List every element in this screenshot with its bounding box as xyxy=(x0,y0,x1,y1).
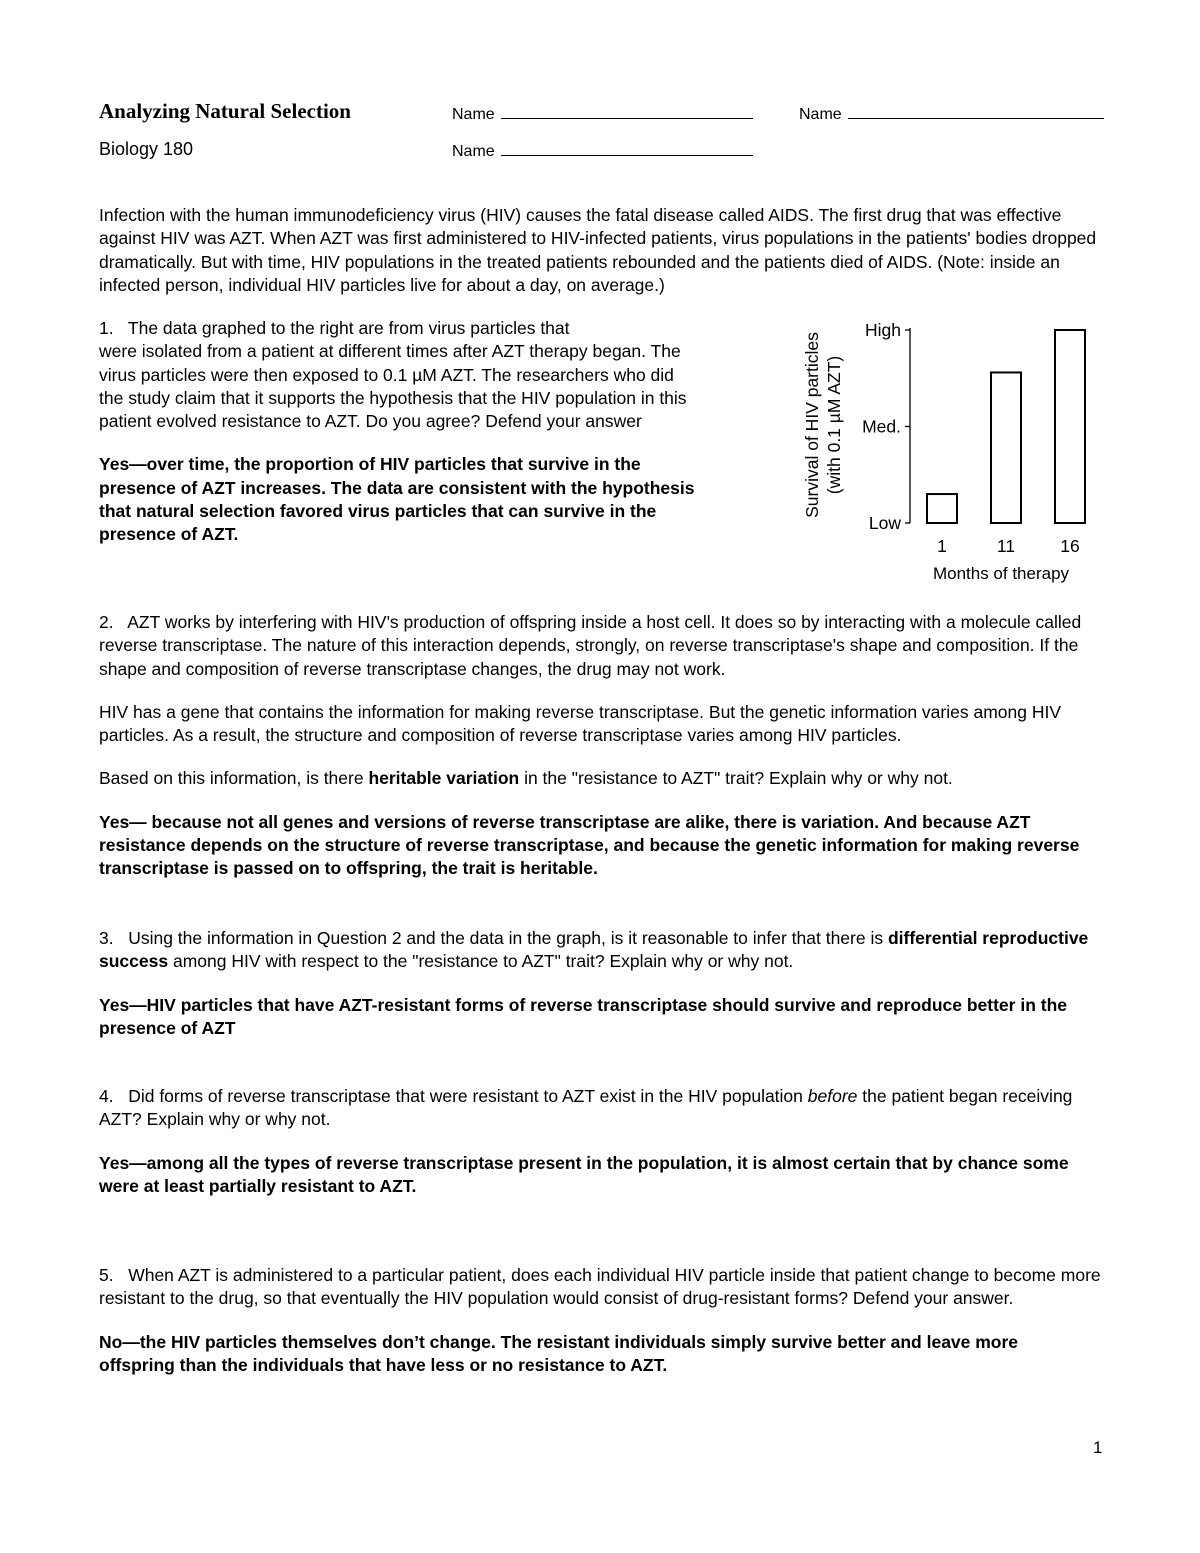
name-field-2 xyxy=(799,104,1104,124)
question-4 xyxy=(99,1085,1109,1198)
question-5-text xyxy=(99,1264,1109,1311)
question-3-body: among HIV with respect to the "resistance to AZT" trait? Explain why or why not. xyxy=(168,951,794,972)
question-3-body: Using the information in Question 2 and the data in the graph, is it reasonable to infer that there is xyxy=(128,928,888,948)
answer-3: Yes—HIV particles that have AZT-resistant forms of reverse transcriptase should survive and reproduce better in the presence of AZT xyxy=(99,994,1067,1038)
question-3 xyxy=(99,927,1109,1040)
name-blank-line[interactable] xyxy=(501,104,753,119)
question-1-line: patient evolved resistance to AZT. Do you agree? Defend your answer xyxy=(99,411,642,432)
x-tick-label: 16 xyxy=(1060,536,1080,556)
name-label: Name xyxy=(799,106,842,123)
question-1-line: were isolated from a patient at different times after AZT therapy began. The xyxy=(99,341,681,362)
question-2-prompt xyxy=(99,767,1109,790)
answer-2: Yes— because not all genes and versions of reverse transcriptase are alike, there is variation. And because AZT resistance depends on the structure of reverse transcriptase, and because the genetic information for making reverse transcriptase is passed on to offspring, the trait is heritable. xyxy=(99,811,1080,879)
question-3-bold-term: differential reproductive success xyxy=(99,928,1089,972)
x-axis-title: Months of therapy xyxy=(932,564,1070,583)
x-tick-label: 1 xyxy=(937,536,947,556)
bar-month-1 xyxy=(927,494,957,523)
answer-4: Yes—among all the types of reverse transcriptase present in the population, it is almost certain that by chance some were at least partially resistant to AZT. xyxy=(99,1152,1069,1196)
y-tick-label: Low xyxy=(868,513,901,533)
worksheet-title: Analyzing Natural Selection xyxy=(99,99,351,123)
question-1 xyxy=(99,317,769,547)
y-tick-label: High xyxy=(865,320,901,340)
question-3-text xyxy=(99,927,1109,974)
question-4-body: the patient began receiving AZT? Explain why or why not. xyxy=(99,1086,1073,1130)
answer-5: No—the HIV particles themselves don’t change. The resistant individuals simply survive better and leave more offspring than the individuals that have less or no resistance to AZT. xyxy=(99,1331,1019,1375)
prompt-text: Based on this information, is there xyxy=(99,768,369,789)
survival-bar-chart xyxy=(790,310,1110,590)
question-number: 4. xyxy=(99,1086,114,1106)
question-2 xyxy=(99,611,1109,881)
question-number: 1. xyxy=(99,318,114,338)
question-1-line: the study claim that it supports the hypothesis that the HIV population in this xyxy=(99,387,687,408)
question-2-paragraph-2: HIV has a gene that contains the information for making reverse transcriptase. But the genetic information varies among HIV particles. As a result, the structure and composition of reverse transcriptase varies among HIV particles. xyxy=(99,701,1062,746)
question-4-text xyxy=(99,1085,1109,1132)
question-4-body: Did forms of reverse transcriptase that were resistant to AZT exist in the HIV population xyxy=(128,1086,808,1106)
prompt-text: in the "resistance to AZT" trait? Explain why or why not. xyxy=(519,768,953,789)
y-axis-title-line2: (with 0.1 µM AZT) xyxy=(824,355,844,495)
name-label: Name xyxy=(452,143,495,160)
question-1-line xyxy=(99,317,769,340)
question-number: 5. xyxy=(99,1265,114,1285)
intro-paragraph: Infection with the human immunodeficiency virus (HIV) causes the fatal disease called AIDS. The first drug that was effective against HIV was AZT. When AZT was first administered to HIV-infected patients, virus populations in the patients' bodies dropped dramatically. But with time, HIV populations in the treated patients rebounded and the patients died of AIDS. (Note: inside an infected person, individual HIV particles live for about a day, on average.) xyxy=(99,205,1097,295)
course-label: Biology 180 xyxy=(99,139,194,159)
y-tick-label: Med. xyxy=(862,416,901,437)
name-blank-line[interactable] xyxy=(848,104,1104,119)
prompt-bold-term: heritable variation xyxy=(368,768,520,789)
name-label: Name xyxy=(452,106,495,123)
y-axis-title-group xyxy=(802,332,844,518)
question-number: 2. xyxy=(99,612,114,632)
name-field-3 xyxy=(452,141,753,161)
question-4-italic-term: before xyxy=(807,1086,858,1106)
question-2-body: AZT works by interfering with HIV's production of offspring inside a host cell. It does so by interacting with a molecule called reverse transcriptase. The nature of this interaction depends, strongly, on reverse transcriptase's shape and composition. If the shape and composition of reverse transcriptase changes, the drug may not work. xyxy=(99,612,1082,679)
bar-month-11 xyxy=(991,372,1021,523)
question-number: 3. xyxy=(99,928,114,948)
name-field-1 xyxy=(452,104,753,124)
bar-month-16 xyxy=(1055,330,1085,523)
question-2-text xyxy=(99,611,1109,681)
y-axis-title-line1: Survival of HIV particles xyxy=(802,332,822,518)
x-tick-label: 11 xyxy=(996,536,1016,556)
question-5-body: When AZT is administered to a particular patient, does each individual HIV particle inside that patient change to become more resistant to the drug, so that eventually the HIV population would consist of drug-resistant forms? Defend your answer. xyxy=(99,1265,1101,1309)
question-5 xyxy=(99,1264,1109,1377)
page-number: 1 xyxy=(1093,1438,1103,1457)
question-1-line: virus particles were then exposed to 0.1 µM AZT. The researchers who did xyxy=(99,364,674,385)
answer-1: Yes—over time, the proportion of HIV particles that survive in the presence of AZT increases. The data are consistent with the hypothesis that natural selection favored virus particles that can survive in the presence of AZT. xyxy=(99,454,695,545)
question-1-text: The data graphed to the right are from virus particles that xyxy=(127,318,570,338)
name-blank-line[interactable] xyxy=(501,141,753,156)
